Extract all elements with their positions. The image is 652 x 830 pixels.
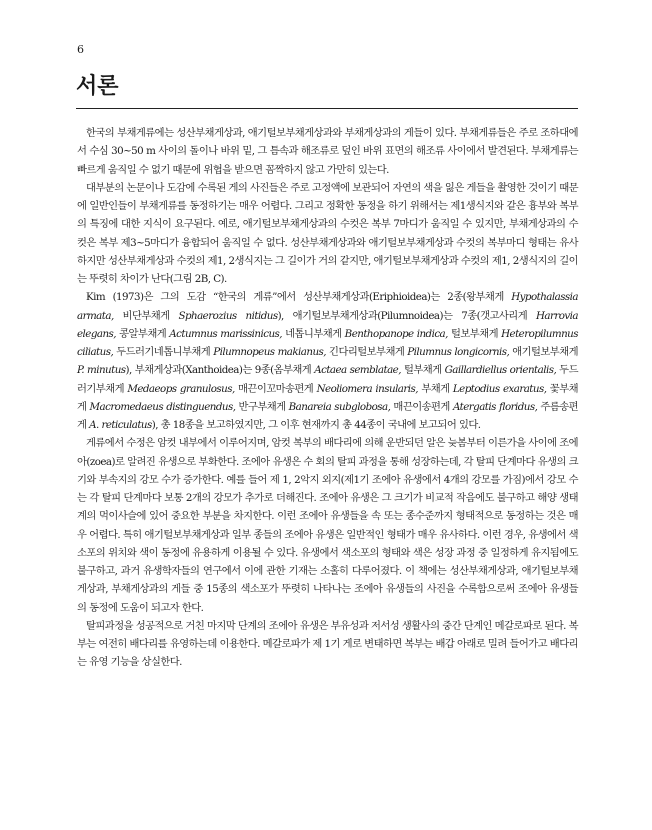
paragraph xyxy=(77,434,578,617)
species-name: Harrovia elegans, xyxy=(77,309,578,340)
text-run: 긴다리털보부채게 xyxy=(326,346,408,358)
species-name: Sphaerozius nitidus xyxy=(178,309,278,322)
section-title: 서론 xyxy=(76,74,119,99)
species-name: Benthopanope indica, xyxy=(344,327,448,340)
species-name: P. minutus xyxy=(77,364,126,377)
species-name: Atergatis floridus, xyxy=(452,400,538,413)
paragraph xyxy=(77,617,578,672)
species-name: A. reticulatus xyxy=(89,419,152,431)
text-run: 주름송편게 xyxy=(77,400,579,431)
text-run: 콩알부채게 xyxy=(116,327,170,340)
text-run: 매끈이송편게 xyxy=(390,400,453,413)
text-run: 부채게 xyxy=(417,382,453,395)
text-run: 비단부채게 xyxy=(113,309,179,322)
title-rule xyxy=(76,108,578,109)
text-run: 반구부채게 xyxy=(235,400,289,413)
species-name: Pilumnopeus makianus, xyxy=(213,346,327,358)
text-run: 대부분의 논문이나 도감에 수록된 게의 사진들은 주로 고정액에 보관되어 자연의 색을 잃은 게들을 촬영한 것이기 때문에 일반인들이 부채게류를 동정하기는 매우 어렵다. 그리고 정확한 동정을 하기 위해서는 제1생식지와 같은 흉부와 복부의 특징에 대한 지식이 요구된다. 예로, 애기털보부채게상과의 수컷은 복부 7마디가 움직일 수 있지만, 부채게상과의 수컷은 복부 제3~5마디가 융합되어 움직일 수 없다. 성산부채게상과와 애기털보부채게상과 수컷의 복부마디 형태는 유사하지만 성산부채게상과 수컷의 제1, 2생식지는 그 길이가 거의 같지만, 애기털보부채게상과 수컷의 제1, 2생식지의 길이는 뚜렷히 차이가 난다(그림 2B, C). xyxy=(77,181,578,285)
text-run: 애기털보부채게 xyxy=(509,346,578,358)
paragraph xyxy=(77,179,578,289)
text-run: Kim (1973)은 그의 도감 “한국의 게류”에서 성산부채게상과(Eriphioidea)는 2종(왕부채게 xyxy=(86,291,512,304)
text-run: 꽃부채게 xyxy=(77,382,578,413)
text-run: 탈피과정을 성공적으로 거친 마지막 단계의 조에아 유생은 부유성과 저서성 생활사의 중간 단계인 메갈로파로 된다. 복부는 여전히 배다리를 유영하는데 이용한다. 메갈로파가 제 1기 게로 변태하면 복부는 배갑 아래로 밀려 들어가고 배다리는 유영 기능을 상실한다. xyxy=(77,619,578,669)
page-number: 6 xyxy=(77,43,84,56)
text-run: ), 부채게상과(Xanthoidea)는 9종(옴부채게 xyxy=(125,364,315,377)
species-name: Pilumnus longicornis, xyxy=(407,346,510,358)
species-name: Actaea semblatae, xyxy=(314,364,401,377)
paragraph xyxy=(77,124,578,179)
text-run: 매끈이꼬마송편게 xyxy=(234,382,317,395)
species-name: Macromedaeus distinguendus, xyxy=(89,400,236,413)
text-run: 한국의 부채게류에는 성산부채게상과, 애기털보부채게상과와 부채게상과의 게들이 있다. 부채게류들은 주로 조하대에서 수심 30~50 m 사이의 돌이나 바위 밑, 그 틈속과 해조류로 덮인 바위 표면의 해조류 사이에서 발견된다. 부채게류는 빠르게 움직일 수 없기 때문에 위협을 받으면 꼼짝하지 않고 가만히 있는다. xyxy=(77,127,578,176)
body-text xyxy=(77,124,578,672)
text-run: 털보부채게 xyxy=(447,327,502,340)
species-name: Gaillardiellus orientalis, xyxy=(444,364,557,377)
text-run: 네톱니부채게 xyxy=(282,327,345,340)
species-name: Hypothalassia armata, xyxy=(77,291,578,322)
text-run: ), 총 18종을 보고하였지만, 그 이후 현재까지 총 44종이 국내에 보고되어 있다. xyxy=(151,419,481,431)
species-name: Heteropilumnus ciliatus, xyxy=(77,327,578,358)
species-name: Banareia subglobosa, xyxy=(288,400,391,413)
species-name: Neoliomera insularis, xyxy=(316,382,418,395)
text-run: 두드러기부채게 xyxy=(77,364,578,395)
species-name: Medaeops granulosus, xyxy=(127,382,235,395)
text-run: ), 애기털보부채게상과(Pilumnoidea)는 7종(갯고사리게 xyxy=(277,309,536,322)
paragraph xyxy=(77,288,578,434)
text-run: 털부채게 xyxy=(400,364,445,377)
species-name: Actumnus marissinicus, xyxy=(169,327,282,340)
species-name: Leptodius exaratus, xyxy=(452,382,547,395)
text-run: 게류에서 수정은 암컷 내부에서 이루어지며, 암컷 복부의 배다리에 의해 운반되던 알은 늦봄부터 이른가을 사이에 조에아(zoea)로 알려진 유생으로 부화한다. 조에아 유생은 수 회의 탈피 과정을 통해 성장하는데, 각 탈피 단계마다 유생의 크기와 부속지의 강모 수가 증가한다. 예를 들어 제 1, 2악지 외지(제1기 조에아 유생에서 4개의 강모를 가짐)에서 강모 수는 각 탈피 단계마다 보통 2개의 강모가 추가로 더해진다. 조에아 유생은 그 크기가 비교적 작음에도 불구하고 해양 생태계의 먹이사슬에 있어 중요한 부분을 차지한다. 이런 조에아 유생들을 속 또는 종수준까지 형태적으로 동정하는 것은 매우 어렵다. 특히 애기털보부채게상과 일부 종들의 조에아 유생은 일반적인 형태가 매우 유사하다. 이런 경우, 유생에서 색소포의 위치와 색이 동정에 유용하게 이용될 수 있다. 유생에서 색소포의 형태와 색은 성장 과정 중 일정하게 유지됨에도 불구하고, 과거 유생학자들의 연구에서 이에 관한 기재는 소홀히 다루어졌다. 이 책에는 성산부채게상과, 애기털보부채게상과, 부채게상과의 게들 중 15종의 색소포가 뚜렷히 나타나는 조에아 유생들의 사진을 수록함으로써 조에아 유생들의 동정에 도움이 되고자 한다. xyxy=(77,437,578,614)
text-run: 두드러기네톱니부채게 xyxy=(113,346,214,358)
